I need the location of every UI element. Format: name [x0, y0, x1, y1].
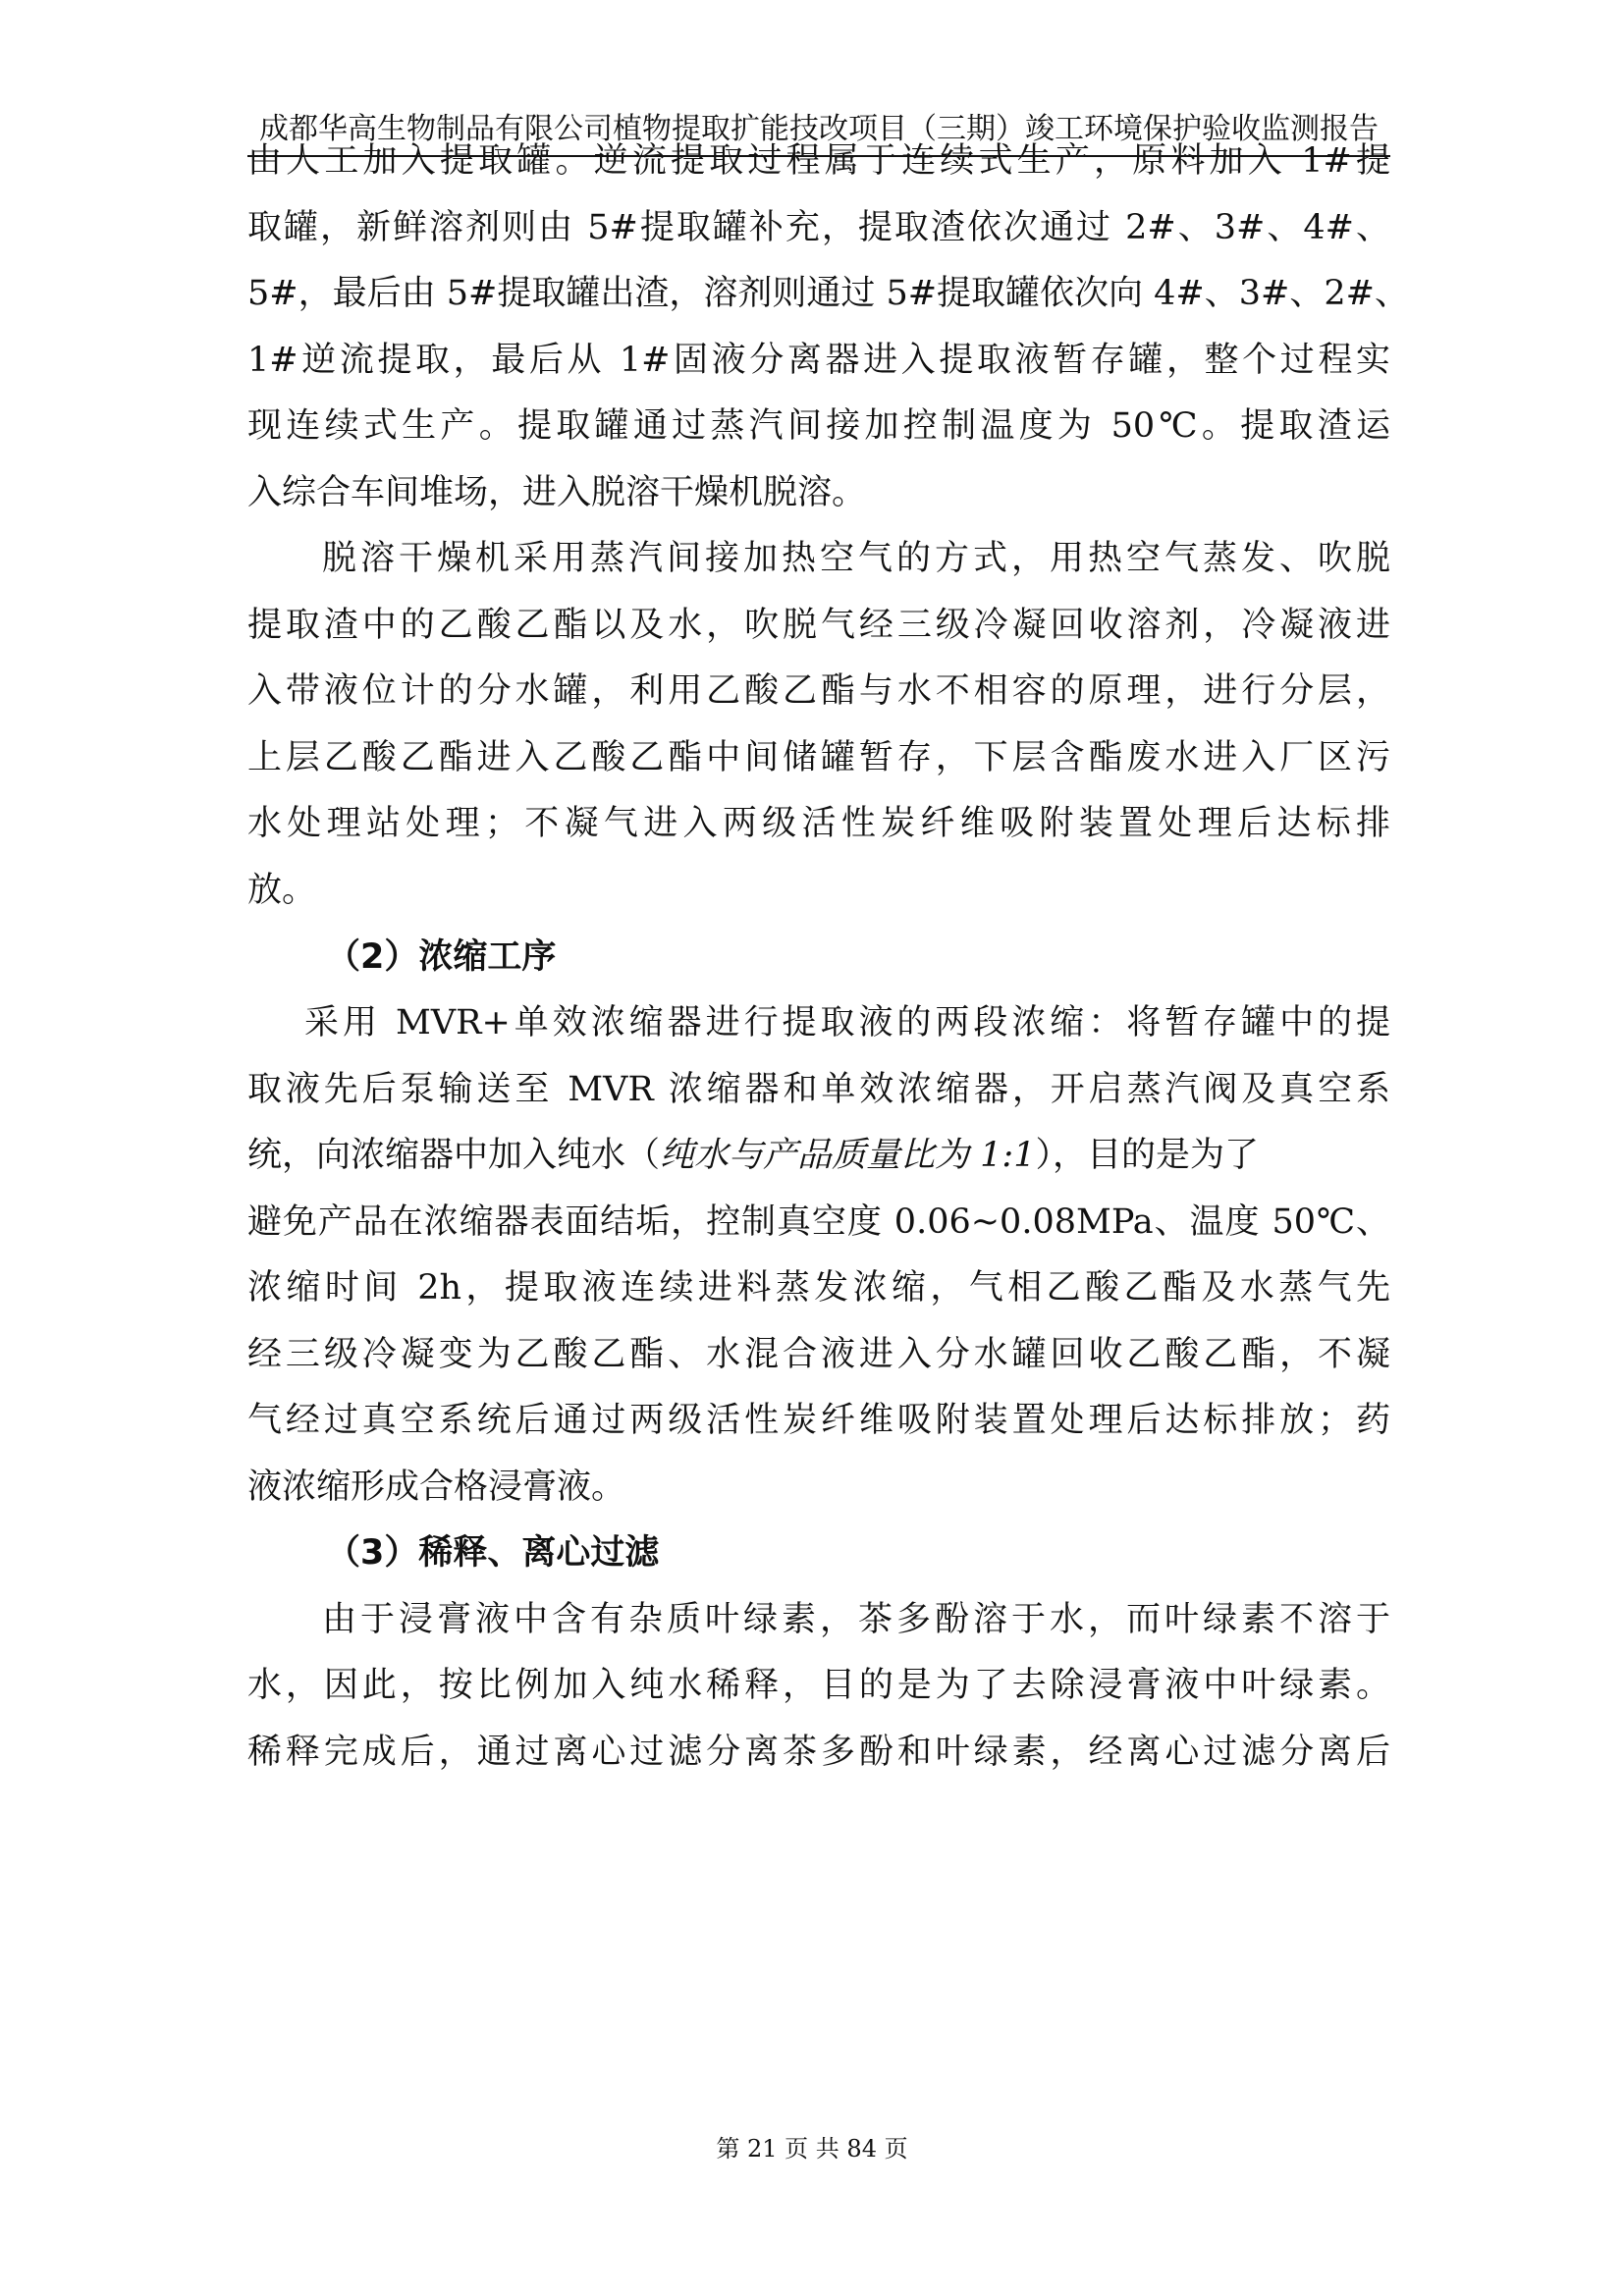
paragraph-line: 液浓缩形成合格浸膏液。: [247, 1468, 626, 1507]
paragraph-line: 上层乙酸乙酯进入乙酸乙酯中间储罐暂存，下层含酯废水进入厂区污: [247, 738, 1390, 777]
paragraph-line: 1#逆流提取，最后从 1#固液分离器进入提取液暂存罐，整个过程实: [247, 341, 1390, 380]
paragraph-line: 取液先后泵输送至 MVR 浓缩器和单效浓缩器，开启蒸汽阀及真空系: [247, 1070, 1390, 1109]
text-run: ），目的是为了: [1035, 1136, 1259, 1175]
paragraph-line: 经三级冷凝变为乙酸乙酯、水混合液进入分水罐回收乙酸乙酯，不凝: [247, 1335, 1390, 1374]
paragraph-line: 水，因此，按比例加入纯水稀释，目的是为了去除浸膏液中叶绿素。: [247, 1666, 1390, 1705]
paragraph-line: 现连续式生产。提取罐通过蒸汽间接加控制温度为 50℃。提取渣运: [247, 406, 1390, 446]
paragraph-line: 取罐，新鲜溶剂则由 5#提取罐补充，提取渣依次通过 2#、3#、4#、: [247, 208, 1390, 247]
page-number-footer: 第 21 页 共 84 页: [716, 2135, 908, 2163]
paragraph-line: 水处理站处理；不凝气进入两级活性炭纤维吸附装置处理后达标排: [247, 804, 1390, 843]
report-header-title: 成都华高生物制品有限公司植物提取扩能技改项目（三期）竣工环境保护验收监测报告: [259, 112, 1379, 146]
paragraph-line: 放。: [247, 871, 317, 910]
paragraph-line: 提取渣中的乙酸乙酯以及水，吹脱气经三级冷凝回收溶剂，冷凝液进: [247, 606, 1390, 645]
section-heading-concentration: （2）浓缩工序: [326, 937, 557, 977]
paragraph-line-mixed: [247, 1134, 1390, 1177]
italic-ratio-note: 纯水与产品质量比为 1:1: [660, 1136, 1036, 1175]
paragraph-line: 入带液位计的分水罐，利用乙酸乙酯与水不相容的原理，进行分层，: [247, 671, 1390, 711]
paragraph-line: 由于浸膏液中含有杂质叶绿素，茶多酚溶于水，而叶绿素不溶于: [322, 1600, 1390, 1639]
paragraph-line: 采用 MVR+单效浓缩器进行提取液的两段浓缩：将暂存罐中的提: [304, 1003, 1390, 1042]
paragraph-line: 脱溶干燥机采用蒸汽间接加热空气的方式，用热空气蒸发、吹脱: [322, 539, 1390, 578]
paragraph-line: 避免产品在浓缩器表面结垢，控制真空度 0.06~0.08MPa、温度 50℃、: [247, 1202, 1390, 1242]
section-heading-dilution: （3）稀释、离心过滤: [326, 1533, 660, 1573]
paragraph-line: 稀释完成后，通过离心过滤分离茶多酚和叶绿素，经离心过滤分离后: [247, 1733, 1390, 1772]
paragraph-line: 由人工加入提取罐。逆流提取过程属于连续式生产，原料加入 1#提: [247, 141, 1390, 181]
paragraph-line: 浓缩时间 2h，提取液连续进料蒸发浓缩，气相乙酸乙酯及水蒸气先: [247, 1268, 1390, 1308]
paragraph-line: 气经过真空系统后通过两级活性炭纤维吸附装置处理后达标排放；药: [247, 1401, 1390, 1440]
text-run: 统，向浓缩器中加入纯水（: [247, 1136, 661, 1175]
paragraph-line: 入综合车间堆场，进入脱溶干燥机脱溶。: [247, 473, 867, 512]
paragraph-line: 5#，最后由 5#提取罐出渣，溶剂则通过 5#提取罐依次向 4#、3#、2#、: [247, 274, 1409, 313]
